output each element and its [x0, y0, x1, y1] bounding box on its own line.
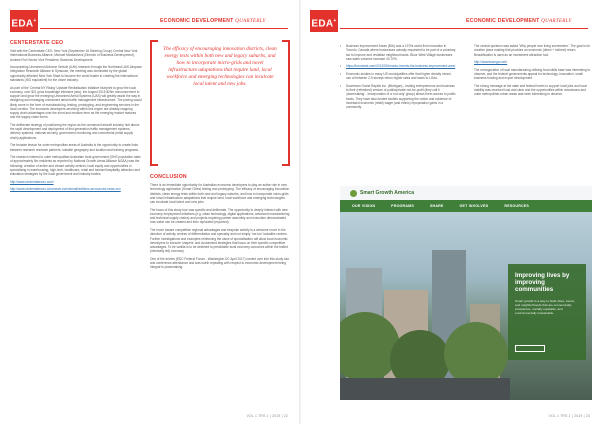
- left-header: [0, 10, 298, 34]
- paragraph: The broader lesson for outer metropolitan areas of Australia is the opportunity to create links between research research partners, suitable geography and location and training programs.: [10, 143, 139, 152]
- reference-link[interactable]: http://downtownga.com/: [474, 60, 508, 65]
- reference-link[interactable]: http://www.centerstateceo.com/: [10, 179, 54, 184]
- quote-bracket-left: [150, 40, 158, 166]
- paragraph: The move toward competitive regional advantages and bespoke activity is a welcome move in the direction of activity centres of differentiation and specialty and not simply 'me-too' lookalike centres. Further investigations and examples reinforcing the value of specialisation will allow local economic developers to execute 'shapers' and customised strategies that focus on their specific competitive advantages. To be vanilla is to be destined to predictable local economy outcomes within the trailed (minimally led) economy.: [150, 228, 288, 254]
- site-nav-item: GET INVOLVED: [459, 204, 489, 208]
- eda-logo: EDA+: [10, 10, 38, 32]
- left-column-2: [150, 174, 290, 273]
- hero-button: [515, 345, 545, 352]
- hero-title: Improving lives by improving communities: [515, 272, 570, 294]
- header-title: [466, 18, 572, 24]
- leaf-logo-icon: [350, 190, 357, 197]
- list-item: • Economic studies in many US municipalities offer that higher density mixed-use of between 2-5 storeys return higher rates and taxes to LGAs.: [340, 72, 456, 81]
- pull-quote-text: The efficacy of encouraging innovation districts, clean energy tests within both new and legacy suburbs, and how to incorporate micro-grids and novel infrastructure adaptations that require land, local workforce and emerging technologies can inculcate local talent and new jobs.: [163, 46, 277, 87]
- pull-quote: [150, 40, 290, 168]
- left-page: [0, 0, 298, 424]
- quote-bracket-right: [282, 40, 290, 166]
- header-section: ECONOMIC DEVELOPMENT: [160, 18, 234, 24]
- tree-shape: [444, 322, 508, 386]
- right-header: [302, 10, 600, 34]
- site-nav-item: OUR VISION: [352, 204, 376, 208]
- list-item: • Business Improvement Areas (BIA) was a 1970s world first innovation in Toronto, Canada where businesses actually requested to be part of a voluntary tax to improve and revitalise neighbourhoods. Bloor West Village businesses saw sales volumes increase 40-70%.: [340, 44, 456, 61]
- left-column-1: [10, 40, 142, 195]
- header-title: [160, 18, 266, 24]
- eda-logo: EDA+: [310, 10, 338, 32]
- site-nav-item: PROGRAMS: [391, 204, 414, 208]
- right-page: [302, 0, 600, 424]
- paragraph: There is an immediate opportunity for Australian economic developers to play an active role in new technology application (Smart Cities) testing and prototyping. The efficacy of encouraging innovation districts, clean energy tests within both new and legacy suburbs, and how to incorporate micro-grids and novel infrastructure adaptations that require land, local workforce and emerging technologies can inculcate local talent and new jobs.: [150, 183, 290, 204]
- list-item: [340, 64, 456, 68]
- site-nav-item: SHARE: [429, 204, 444, 208]
- header-rule: [40, 28, 288, 29]
- site-topbar: [340, 186, 592, 200]
- header-section: ECONOMIC DEVELOPMENT: [466, 18, 540, 24]
- reference-link[interactable]: http://www.centerstateceo.com/news-events/mail/editions-announced-news-ceo: [10, 187, 121, 192]
- right-column-1: [340, 44, 456, 113]
- paragraph: As part of the 'Central NY Rising' Upstate Revitalisation Initiative blueprint to grow the local economy, over $21 (plus knowledge intensive jobs), the August 2015 $29m announcement to support and grow the emerging Unmanned Aerial Systems (UAS) will greatly assist the way in designing and managing unmanned aerial traffic management infrastructure. The pacing would likely come in the form of manufacturing, testing, prototyping, and engineering services in the local corridor. The economic developers servicing within this region are already mapping supply chain advantages over the short and medium term as the emerging market matures and the supply chain forms.: [10, 85, 142, 120]
- paragraph: Incorporating Unmanned Airborne Vehicle (UAV) research through the Northeast UAS Airspace Integration Research Alliance in Syracuse, the meeting was dominated by the global opportunity afforded New York State to become the world leader in creating the international standards (ISO equivalent) for the drone industry.: [10, 65, 142, 82]
- hero-body: Smart growth is a way to build cities, towns, and neighborhoods that are economically prosperous, socially equitable, and environmentally sustainable.: [515, 298, 575, 315]
- paragraph: Visit with the Centerstate CEO, New York (September 16 Steering Group) Central New York International Business Alliance, Michael Mowlacheck (Director of Business Development), Andrew Fish Senior Vice President, Business Development.: [10, 49, 138, 62]
- reference-link[interactable]: https://torontoist.com/2013/02/toronto-invents-the-business-improvement-area/: [346, 64, 456, 69]
- paragraph: The reinvigoration of local manufacturing utilising local skills base was interesting to observe, and the federal governments appeal for technology, innovation, small business funding and export development.: [474, 67, 591, 81]
- paragraph: The focus of this study tour was specific and deliberate. The opportunity to deeply interact with new economy employment initiatives (e.g. clean technology, digital applications, advanced manufacturing and technical supply chains) and projects requiring partner assembly and execution demonstrated how value can be created and then replicated (exported).: [150, 207, 290, 225]
- page-footer-left: VOL 1 TRS 1 | 2019 | 22: [246, 414, 288, 418]
- paragraph: The strong message at the state and federal levels to support local jobs and local viability was received loud and clear and the opportunities within downtowns and outer metropolitan urban areas was seen interesting to observe.: [474, 83, 587, 97]
- page-footer-right: VOL 1 TRS 1 | 2019 | 23: [548, 414, 590, 418]
- street-scene-image: [340, 212, 592, 400]
- section-heading: CENTERSTATE CEO: [10, 40, 64, 46]
- street-shape: [340, 378, 510, 400]
- hero-panel: [508, 264, 586, 360]
- paragraph: The research interest to outer metropolitan Australian local government (OHS population rates of approximately 5m residents as reported by National Growth Areas Alliance NGAA) was the following: creation of active and vibrant activity centres; local equity and opportunities in specialising in warehousing, high-tech, healthcare, retail and tourism/hospitality attraction and education strategies by the local government and industry bodies.: [10, 155, 141, 177]
- header-publication: QUARTERLY: [235, 18, 266, 24]
- site-nav: [340, 200, 592, 212]
- paragraph: One of the drivers (EDC Federal Forum - Washington DC April 2017) carried over into this study tour and conference attendance and was worth repeating with respect to economic development being integral to placemaking.: [150, 256, 290, 270]
- conclusion-heading: CONCLUSION: [150, 174, 187, 180]
- bullet-list: [340, 44, 456, 109]
- paragraph: The deliberate strategy of positioning the region as the unmanned aircraft industry hub above the rapid development and deployment of first generation traffic management systems, delivery systems, national security, government monitoring and commercial (retail supply chain) applications.: [10, 122, 140, 140]
- paragraph: The central question was asked 'Why people love living somewhere'. The goal is for creative place making that provides an economic (direct + indirect) return. Beautification is used as an investment attraction tool.: [474, 44, 591, 57]
- page-fold: [299, 0, 301, 424]
- header-publication: QUARTERLY: [541, 18, 572, 24]
- header-rule: [340, 28, 588, 29]
- site-nav-item: RESOURCES: [504, 204, 529, 208]
- list-item: • Downtown Grand Rapids Inc. (Michigan) - inviting entrepreneurs and business to their (refreshed) version of public/private not-for-profit (they call it 'placemaking' - incorporation of a 'not only' group) allows them access to public funds. They have also funded studies supporting the notion and evidence of increased economic (retail) wager (and ethnic) repopulation gains in a community.: [340, 84, 456, 110]
- site-brand: [350, 189, 414, 197]
- website-photo: [340, 186, 592, 400]
- right-column-2: [474, 44, 592, 100]
- site-brand-text: Smart Growth America: [360, 190, 414, 196]
